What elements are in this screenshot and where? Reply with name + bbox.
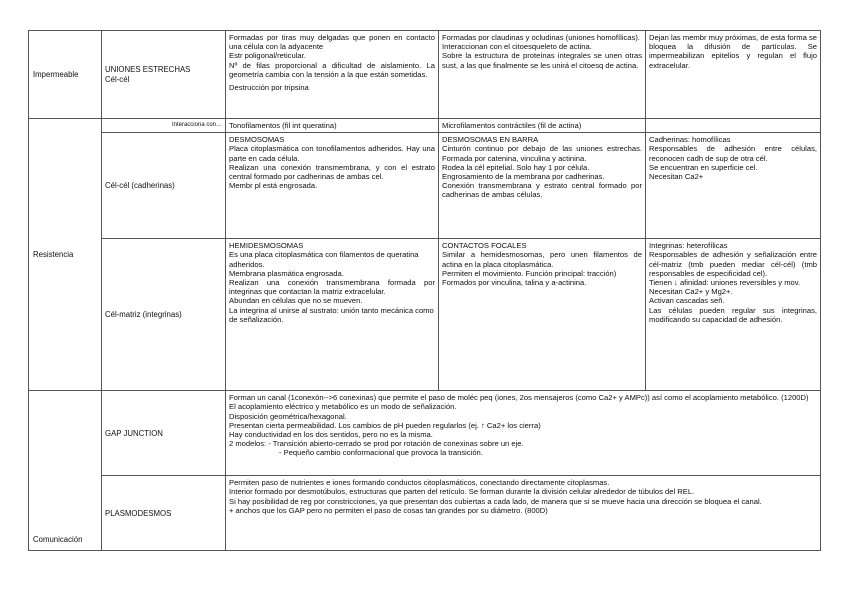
uniones-estrechas-function: Dejan las membr muy próximas, de esta forma se bloquea la difusión de partículas. Se impermeabilizan epitelios y regulan el flujo extracelular. xyxy=(646,31,821,119)
label-cel-matriz: Cél-matriz (integrinas) xyxy=(102,239,226,391)
gap-junction-description: Forman un canal (1conexón-->6 conexinas) que permite el paso de moléc peq (iones, 2os mensajeros (como Ca2+ y AMPc)) así como el acoplamiento metabólico. (1200D) El acoplamiento eléctrico y metabólico es un modo de señalización. Disposición geométrica/hexagonal. Presentan cierta permeabilidad. Los cambios de pH pueden regularlos (ej. ↑ Ca2+ los cierra) Hay conductividad en los dos sentidos, pero no es la misma. 2 modelos: - Transición abierto-cerrado se prod por rotación de conexinas sobre un eje. - Pequeño cambio conformacional que provoca la transición. xyxy=(226,391,821,476)
interacciona-empty xyxy=(646,119,821,133)
hemidesmosomas-cell: HEMIDESMOSOMAS Es una placa citoplasmática con filamentos de queratina adheridos. Membrana plasmática engrosada. Realizan una conexión transmembrana formada por integrinas que contactan la matriz extracelular. Abundan en células que no se mueven. La integrina al unirse al sustrato: unión tanto mecánica como de señalización. xyxy=(226,239,439,391)
row-interacciona xyxy=(29,119,821,133)
junctions-table xyxy=(28,30,821,551)
contactos-focales-cell: CONTACTOS FOCALES Similar a hemidesmosomas, pero unen filamentos de actina en la placa citoplasmática. Permiten el movimiento. Función principal: tracción) Formados por vinculina, talina y a-actinina. xyxy=(439,239,646,391)
row-impermeable xyxy=(29,31,821,119)
row-cel-cel xyxy=(29,133,821,239)
name-uniones-estrechas: UNIONES ESTRECHAS Cél-cél xyxy=(102,31,226,119)
label-gap-junction: GAP JUNCTION xyxy=(102,391,226,476)
category-comunicacion: Comunicación xyxy=(29,391,102,551)
interacciona-tonofilamentos: Tonofilamentos (fil int queratina) xyxy=(226,119,439,133)
desmosomas-cell: DESMOSOMAS Placa citoplasmática con tonofilamentos adheridos. Hay una parte en cada célula. Realizan una conexión transmembrana, y con el estrato central formado por cadherinas de ambas cel. Membr pl está engrosada. xyxy=(226,133,439,239)
integrinas-cell: Integrinas: heterofílicas Responsables de adhesión y señalización entre cél-matriz (tmb pueden mediar cél-cél) (tmb responsables de especificidad cel). Tienen ↓ afinidad: uniones reversibles y mov. Necesitan Ca2+ y Mg2+. Activan cascadas señ. Las células pueden regular sus integrinas, modificando su capacidad de adhesión. xyxy=(646,239,821,391)
cadherinas-cell: Cadherinas: homofílicas Responsables de adhesión entre células, reconocen cadh de sup de otra cél. Se encuentran en superficie cel. Necesitan Ca2+ xyxy=(646,133,821,239)
uniones-estrechas-composition: Formadas por claudinas y ocludinas (uniones homofílicas). Interaccionan con el citoesqueleto de actina. Sobre la estructura de proteínas integrales se unen otras sust, a las que finalmente se les unirá el citoesq de actina. xyxy=(439,31,646,119)
label-cel-cel: Cél-cél (cadherinas) xyxy=(102,133,226,239)
category-resistencia: Resistencia xyxy=(29,119,102,391)
interacciona-microfilamentos: Microfilamentos contráctiles (fil de actina) xyxy=(439,119,646,133)
label-plasmodesmos: PLASMODESMOS xyxy=(102,476,226,551)
row-cel-matriz xyxy=(29,239,821,391)
desmosomas-barra-cell: DESMOSOMAS EN BARRA Cinturón continuo por debajo de las uniones estrechas. Formada por catenina, vinculina y actinina. Rodea la cél epitelial. Solo hay 1 por célula. Engrosamiento de la membrana por cadherinas. Conexión transmembrana y estrato central formado por cadherinas de ambas células. xyxy=(439,133,646,239)
plasmodesmos-description: Permiten paso de nutrientes e iones formando conductos citoplasmáticos, conectando directamente citoplasmas. Interior formado por desmotúbulos, estructuras que parten del retículo. Se forman durante la división celular alrededor de túbulos del REL. Si hay posibilidad de reg por constricciones, ya que presentan dos cubiertas a cada lado, de manera que si se mueve hacia una dirección se bloquea el canal. + anchos que los GAP pero no permiten el paso de cosas tan grandes por su diámetro. (800D) xyxy=(226,476,821,551)
category-impermeable: Impermeable xyxy=(29,31,102,119)
uniones-estrechas-structure: Formadas por tiras muy delgadas que ponen en contacto una célula con la adyacente Estr poligonal/reticular. Nº de filas proporcional a dificultad de aislamiento. La geometría cambia con la tensión a la que están sometidas. Destrucción por tripsina xyxy=(226,31,439,119)
interacciona-label: Interacciona con… xyxy=(102,119,226,133)
row-gap-junction xyxy=(29,391,821,476)
row-plasmodesmos xyxy=(29,476,821,551)
